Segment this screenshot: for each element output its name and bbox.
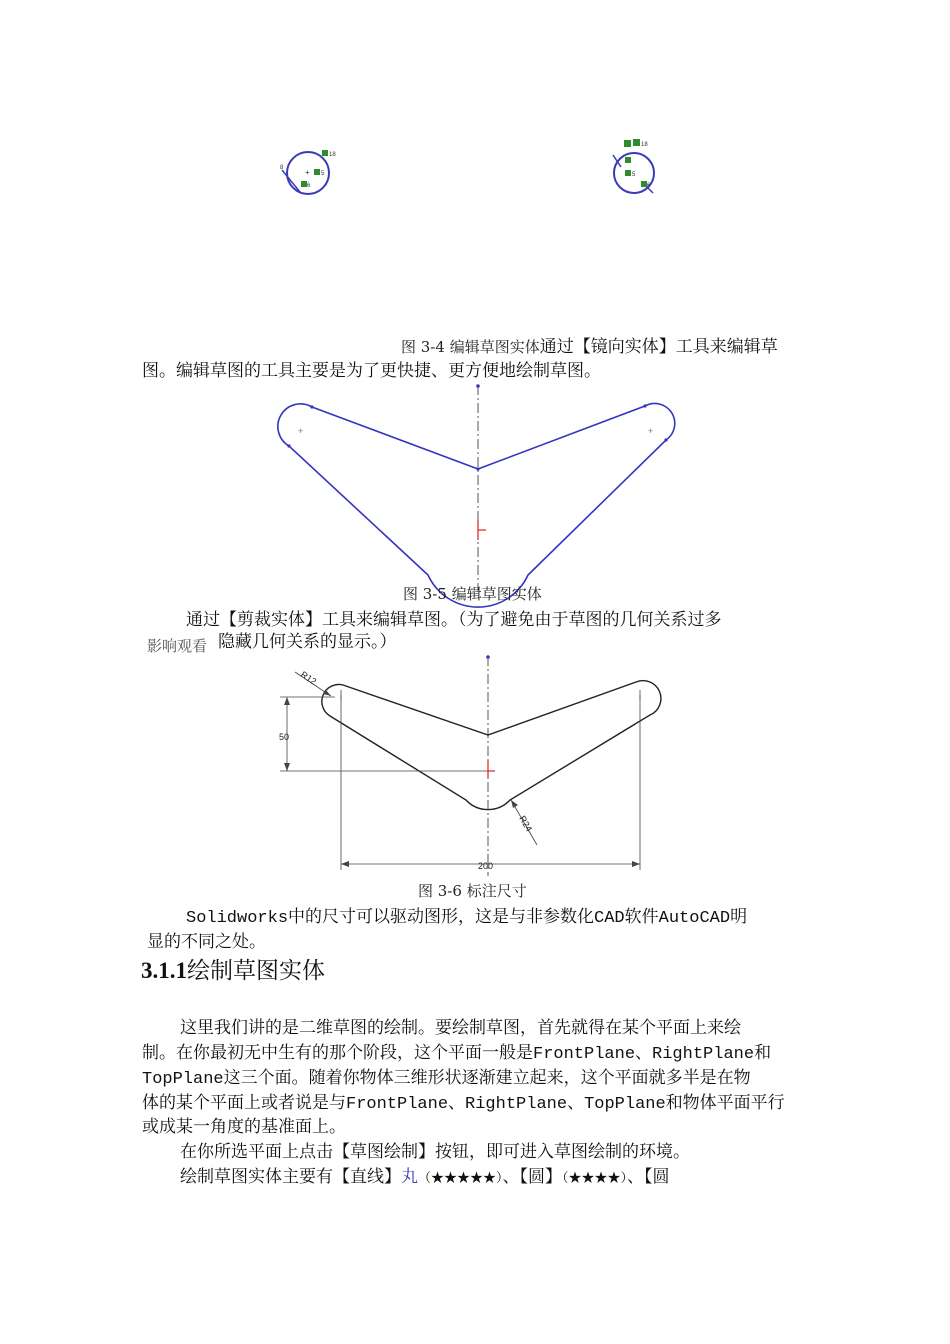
label-8: 8 [280, 165, 284, 171]
text-run: 和 [754, 1043, 772, 1063]
section-title: 绘制草图实体 [187, 958, 325, 984]
paragraph-text: 通过【镜向实体】工具来编辑草 [539, 337, 778, 357]
term-topplane: TopPlane [584, 1095, 666, 1114]
text-run: 、【圆 [627, 1167, 670, 1187]
term-frontplane: FrontPlane [346, 1095, 449, 1114]
relation-marker [624, 140, 631, 147]
figure-3-5-drawing [270, 380, 690, 595]
text-run: 制。在你最初无中生有的那个阶段，这个平面一般是 [142, 1043, 533, 1063]
text-run: 和物体平面平行 [665, 1093, 785, 1113]
paragraph-text [142, 1041, 771, 1067]
dimension-height: 50 [279, 732, 290, 742]
sketch-point [310, 405, 313, 408]
text-run: 、 [448, 1093, 466, 1113]
center-mark: + [305, 168, 310, 177]
v-shape-outline [278, 403, 675, 607]
sketch-tangent-line [613, 155, 621, 167]
sketch-point [664, 438, 667, 441]
paragraph-text: 或成某一角度的基准面上。 [142, 1117, 346, 1137]
text-run: 、 [567, 1093, 585, 1113]
dimension-width: 200 [478, 861, 494, 871]
text-run: 软件 [624, 907, 659, 927]
paragraph-text: 这里我们讲的是二维草图的绘制。要绘制草图，首先就得在某个平面上来绘 [180, 1018, 741, 1038]
sketch-point [476, 467, 479, 470]
v-shape-outline [322, 681, 661, 810]
relation-marker [314, 169, 320, 175]
term-cad: CAD [594, 909, 625, 928]
dimension-arrow [284, 697, 290, 705]
term-rightplane: RightPlane [465, 1095, 568, 1114]
caption-and-paragraph-line [401, 335, 778, 359]
term-frontplane: FrontPlane [533, 1045, 636, 1064]
term-rightplane: RightPlane [652, 1045, 755, 1064]
relation-marker [322, 150, 328, 156]
figure-3-6-drawing [275, 650, 675, 880]
dimension-arrow [284, 763, 290, 771]
arc-center-mark: + [648, 426, 654, 436]
section-number: 3.1.1 [141, 958, 187, 983]
paragraph-text [142, 1066, 751, 1092]
dimension-arrow [511, 800, 518, 808]
sketch-tangent-line [282, 170, 300, 192]
text-run: 绘制草图实体主要有【直线】 [180, 1167, 401, 1187]
section-heading [141, 952, 325, 985]
dimension-r24: R24 [517, 814, 535, 834]
label-18: 18 [641, 142, 648, 148]
dimension-r12: R12 [298, 669, 319, 687]
paragraph-text-faint: 影响观看 [147, 637, 208, 655]
paragraph-text [186, 905, 747, 931]
relation-marker [625, 157, 631, 163]
paragraph-text: 在你所选平面上点击【草图绘制】按钮，即可进入草图绘制的环境。 [180, 1142, 690, 1162]
term-topplane: TopPlane [142, 1070, 224, 1089]
centerline-endpoint [476, 384, 480, 388]
text-run: 体的某个平面上或者说是与 [142, 1093, 346, 1113]
label-6: 6 [647, 183, 651, 189]
term-solidworks: Solidworks [186, 909, 289, 928]
term-autocad: AutoCAD [658, 909, 731, 928]
text-run: 、 [635, 1043, 653, 1063]
rating-stars: （★★★★★） [418, 1171, 503, 1186]
paragraph-text [142, 1091, 785, 1117]
text-run: 丸 [401, 1167, 418, 1187]
text-run: 、【圆】 [502, 1167, 563, 1187]
text-run: 中的尺寸可以驱动图形，这是与非参数化 [288, 907, 595, 927]
figure-3-4-left-sketch [270, 140, 350, 210]
sketch-point [287, 444, 290, 447]
label-5: 5 [321, 171, 325, 177]
centerline-endpoint [486, 655, 490, 659]
paragraph-text: 通过【剪裁实体】工具来编辑草图。（为了避免由于草图的几何关系过多 [186, 610, 722, 630]
paragraph-text: 隐藏几何关系的显示。） [218, 632, 397, 652]
rating-stars: （★★★★） [562, 1171, 628, 1186]
text-run: 明 [730, 907, 748, 927]
label-18: 18 [329, 152, 336, 158]
text-run: 这三个面。随着你物体三维形状逐渐建立起来，这个平面就多半是在物 [223, 1068, 751, 1088]
dimension-arrow [323, 690, 331, 696]
figure-3-4-right-sketch [605, 135, 675, 205]
figure-3-6-caption: 图 3-6 标注尺寸 [418, 882, 527, 900]
paragraph-text [180, 1165, 670, 1191]
paragraph-text: 显的不同之处。 [147, 932, 266, 952]
dimension-arrow [341, 861, 349, 867]
sketch-point [643, 404, 646, 407]
paragraph-text: 图。编辑草图的工具主要是为了更快捷、更方便地绘制草图。 [142, 361, 601, 381]
dimension-arrow [632, 861, 640, 867]
label-6: 6 [307, 183, 311, 189]
figure-3-4-caption: 图 3-4 编辑草图实体 [401, 338, 540, 356]
relation-marker [625, 170, 631, 176]
relation-marker [633, 139, 640, 146]
arc-center-mark: + [298, 426, 304, 436]
figure-3-5-caption: 图 3-5 编辑草图实体 [403, 585, 542, 603]
label-5: 5 [632, 172, 636, 178]
